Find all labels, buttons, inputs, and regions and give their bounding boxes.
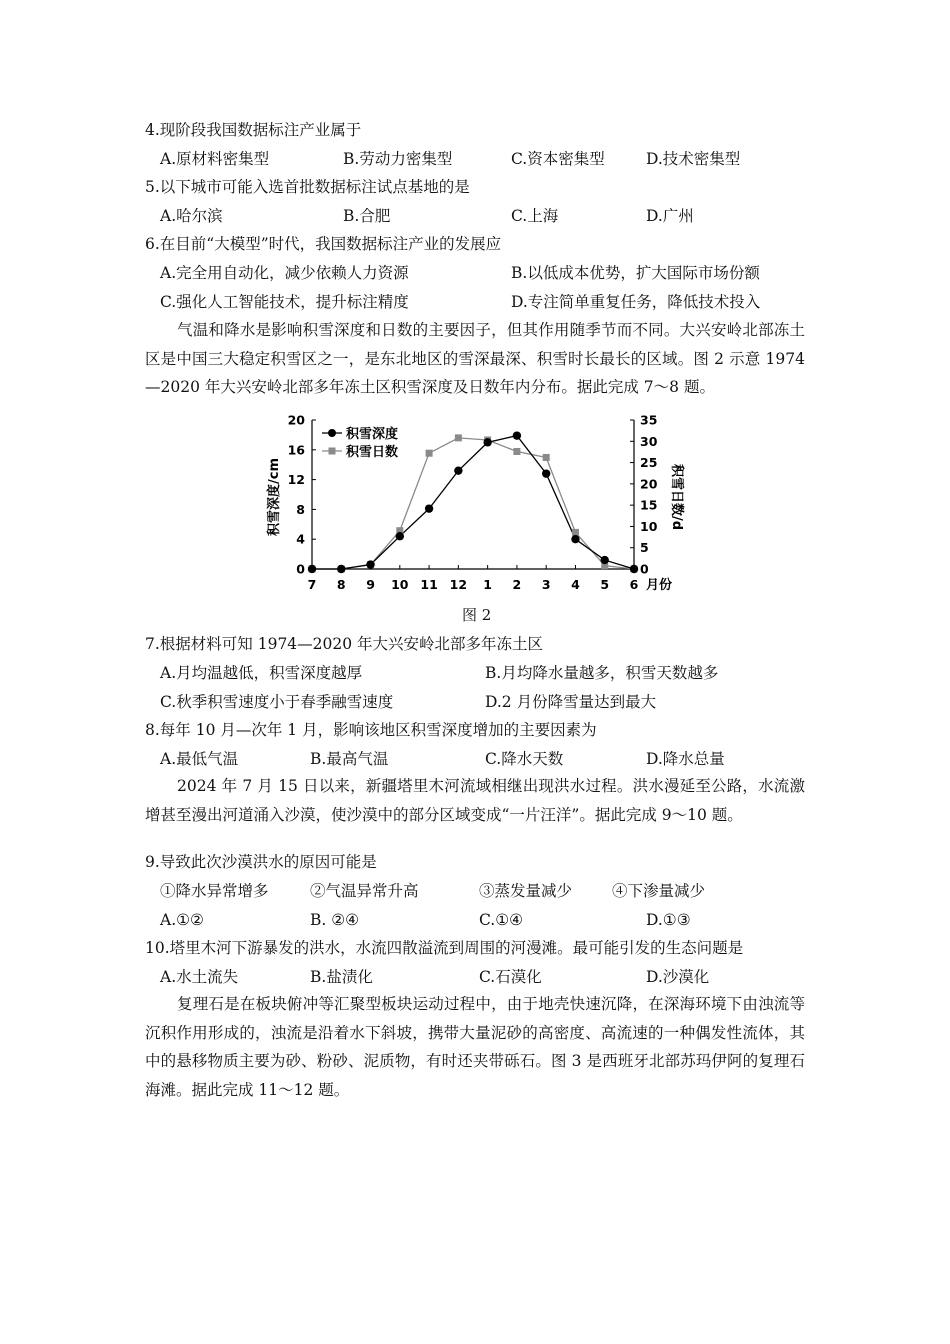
legend-depth-label: 积雪深度 (346, 427, 399, 442)
q5-option-b[interactable]: B.合肥 (343, 207, 391, 225)
figure-caption: 图 2 (462, 606, 492, 624)
snow-depth-point (366, 560, 374, 568)
right-tick-label: 0 (640, 561, 649, 577)
q6-option-b[interactable]: B.以低成本优势，扩大国际市场份额 (511, 264, 760, 282)
x-tick-label: 8 (336, 577, 346, 592)
q5-option-a[interactable]: A.哈尔滨 (160, 207, 223, 225)
x-tick-label: 2 (512, 577, 522, 592)
x-tick-label: 9 (366, 577, 375, 592)
q10-option-b[interactable]: B.盐渍化 (310, 968, 373, 986)
question-4-stem: 4.现阶段我国数据标注产业属于 (145, 121, 362, 139)
snow-days-point (513, 448, 520, 455)
turbidite-passage: 复理石是在板块俯冲等汇聚型板块运动过程中，由于地壳快速沉降，在深海环境下由浊流等沉积作用形成的，浊流是沿着水下斜坡，携带大量泥砂的高密度、高流速的一种偶发性流体，其中的悬移物质主要为砂、粉砂、泥质物，有时还夹带砾石。图 3 是西班牙北部苏玛伊阿的复理石海滩。据此完成 11～12 题。 (145, 995, 805, 1099)
q5-option-c[interactable]: C.上海 (511, 207, 559, 225)
q9-option-a[interactable]: A.①② (160, 911, 204, 929)
q5-option-d[interactable]: D.广州 (646, 207, 694, 225)
q6-option-c[interactable]: C.强化人工智能技术，提升标注精度 (160, 293, 409, 311)
legend (322, 426, 398, 460)
snow-depth-point (308, 565, 316, 573)
q6-option-d[interactable]: D.专注简单重复任务，降低技术投入 (511, 293, 761, 311)
left-tick-label: 4 (296, 531, 305, 547)
q7-option-c[interactable]: C.秋季积雪速度小于春季融雪速度 (160, 693, 394, 711)
left-tick-label: 12 (287, 472, 305, 488)
q4-option-c[interactable]: C.资本密集型 (511, 150, 605, 168)
snow-depth-point (454, 466, 462, 474)
x-tick-label: 5 (600, 577, 610, 592)
snow-depth-point (513, 431, 521, 439)
x-tick-label: 10 (391, 577, 409, 592)
q9-option-b[interactable]: B. ②④ (310, 911, 360, 929)
x-tick-label: 3 (541, 577, 551, 592)
snow-chart (262, 405, 692, 600)
x-tick-label: 4 (571, 577, 580, 592)
snow-days-point (543, 454, 550, 461)
snow-days-point (426, 450, 433, 457)
q8-option-d[interactable]: D.降水总量 (646, 750, 725, 768)
question-5-stem: 5.以下城市可能入选首批数据标注试点基地的是 (145, 178, 470, 196)
q8-option-a[interactable]: A.最低气温 (160, 750, 239, 768)
left-tick-label: 8 (296, 501, 305, 517)
snow-depth-point (483, 438, 491, 446)
q7-option-a[interactable]: A.月均温越低，积雪深度越厚 (160, 664, 363, 682)
right-tick-label: 10 (640, 518, 658, 534)
q6-option-a[interactable]: A.完全用自动化，减少依赖人力资源 (160, 264, 409, 282)
x-axis-unit-label: 月份 (646, 578, 673, 593)
right-tick-label: 25 (640, 455, 658, 471)
q4-option-b[interactable]: B.劳动力密集型 (343, 150, 453, 168)
x-tick-label: 12 (449, 577, 468, 592)
x-tick-label: 6 (629, 577, 639, 592)
question-10-stem: 10.塔里木河下游暴发的洪水，水流四散溢流到周围的河漫滩。最可能引发的生态问题是 (145, 939, 744, 957)
right-tick-label: 35 (640, 412, 658, 428)
snow-depth-point (571, 535, 579, 543)
left-tick-label: 0 (296, 561, 305, 577)
question-7-stem: 7.根据材料可知 1974—2020 年大兴安岭北部多年冻土区 (145, 635, 544, 653)
q9-item-3: ③蒸发量减少 (479, 882, 573, 900)
q10-option-d[interactable]: D.沙漠化 (646, 968, 710, 986)
x-tick-label: 1 (483, 577, 492, 592)
flood-passage: 2024 年 7 月 15 日以来，新疆塔里木河流域相继出现洪水过程。洪水漫延至公路，水流激增甚至漫出河道涌入沙漠，使沙漠中的部分区域变成“一片汪洋”。据此完成 9～10 题。 (145, 777, 805, 824)
q4-option-a[interactable]: A.原材料密集型 (160, 150, 270, 168)
q8-option-c[interactable]: C.降水天数 (485, 750, 564, 768)
right-tick-label: 15 (640, 497, 658, 513)
q4-option-d[interactable]: D.技术密集型 (646, 150, 741, 168)
legend-days-marker (329, 448, 336, 455)
right-tick-label: 20 (640, 476, 658, 492)
legend-depth-marker (328, 429, 336, 437)
left-axis-label: 积雪深度/cm (267, 457, 282, 537)
q10-option-c[interactable]: C.石漠化 (479, 968, 542, 986)
q7-option-b[interactable]: B.月均降水量越多，积雪天数越多 (485, 664, 719, 682)
q9-option-c[interactable]: C.①④ (479, 911, 524, 929)
q7-option-d[interactable]: D.2 月份降雪量达到最大 (485, 693, 657, 711)
right-axis-label: 积雪日数/d (669, 463, 684, 531)
snow-depth-point (425, 504, 433, 512)
x-tick-label: 11 (420, 577, 438, 592)
right-tick-label: 5 (640, 540, 649, 556)
snow-depth-point (396, 532, 404, 540)
question-6-stem: 6.在目前“大模型”时代，我国数据标注产业的发展应 (145, 235, 502, 253)
snow-depth-point (630, 565, 638, 573)
q10-option-a[interactable]: A.水土流失 (160, 968, 239, 986)
left-tick-label: 20 (287, 412, 305, 428)
right-tick-label: 30 (640, 433, 658, 449)
question-8-stem: 8.每年 10 月—次年 1 月，影响该地区积雪深度增加的主要因素为 (145, 721, 597, 739)
left-tick-label: 16 (287, 442, 305, 458)
snow-passage: 气温和降水是影响积雪深度和日数的主要因子，但其作用随季节而不同。大兴安岭北部冻土区是中国三大稳定积雪区之一，是东北地区的雪深最深、积雪时长最长的区域。图 2 示意 1974—2020 年大兴安岭北部多年冻土区积雪深度及日数年内分布。据此完成 7～8 题。 (145, 321, 805, 396)
legend-days-label: 积雪日数 (346, 445, 399, 460)
x-tick-label: 7 (307, 577, 317, 592)
snow-depth-point (601, 556, 609, 564)
q9-item-4: ④下渗量减少 (612, 882, 706, 900)
q8-option-b[interactable]: B.最高气温 (310, 750, 389, 768)
q9-item-1: ①降水异常增多 (160, 882, 269, 900)
snow-days-point (572, 529, 579, 536)
snow-depth-point (337, 565, 345, 573)
snow-depth-point (542, 469, 550, 477)
question-9-stem: 9.导致此次沙漠洪水的原因可能是 (145, 853, 377, 871)
q9-item-2: ②气温异常升高 (310, 882, 419, 900)
q9-option-d[interactable]: D.①③ (646, 911, 691, 929)
snow-days-point (455, 434, 462, 441)
